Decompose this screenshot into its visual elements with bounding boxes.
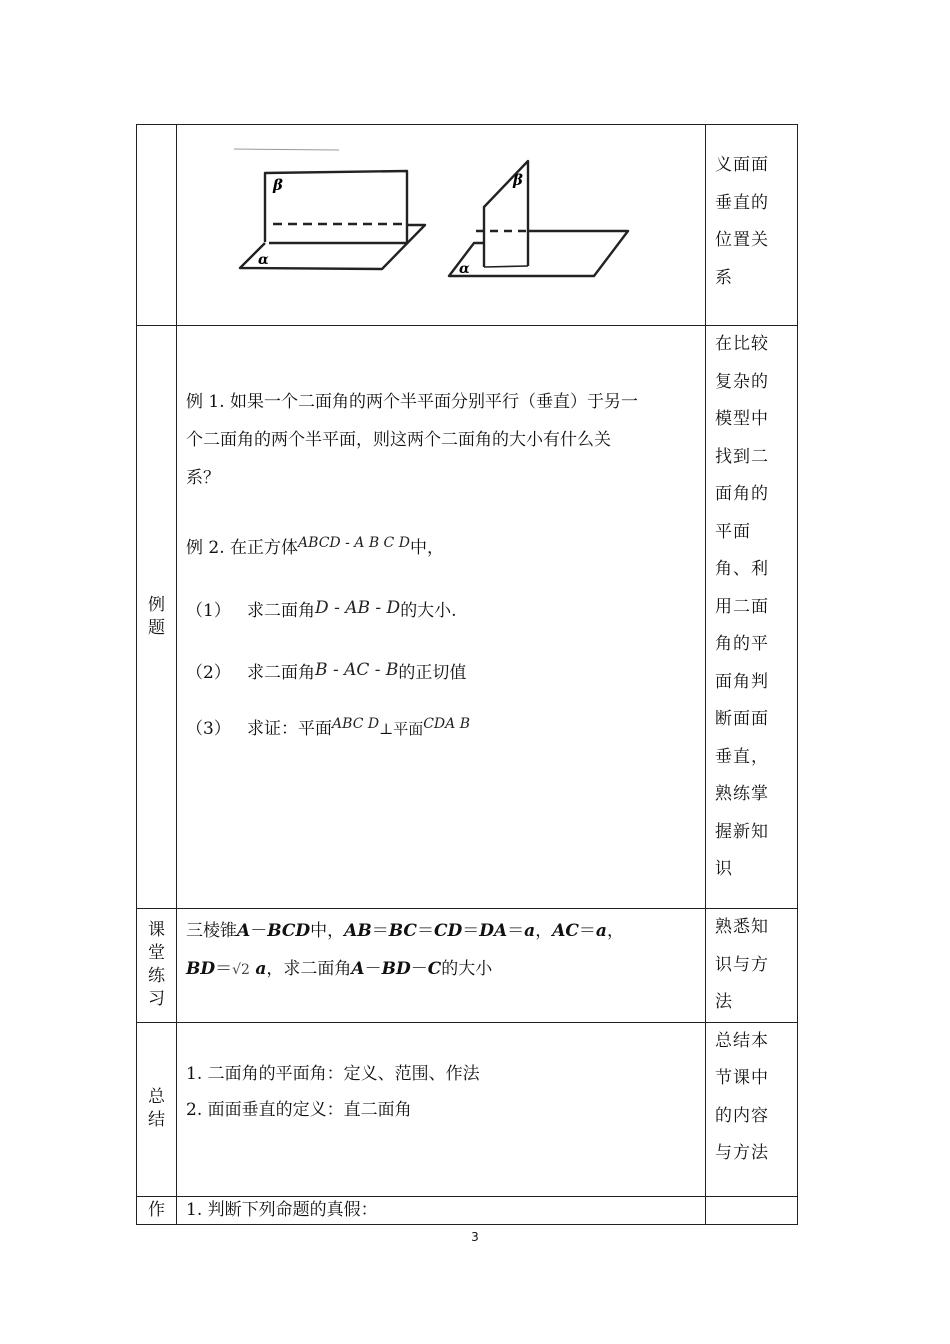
text: 三棱锥 <box>186 921 237 941</box>
math: AC <box>552 921 579 941</box>
note-line: 平面 <box>715 521 751 542</box>
category-char: 例 <box>148 595 165 615</box>
text: － <box>410 959 428 979</box>
note-line: 义面面 <box>715 155 769 175</box>
dihedral-angle: D - AB - D <box>315 598 401 618</box>
note-line: 握新知 <box>715 821 769 842</box>
text: － <box>364 959 382 979</box>
homework-line: 1. 判断下列命题的真假： <box>177 1196 706 1224</box>
summary-line: 1. 二面角的平面角：定义、范围、作法 <box>186 1063 480 1084</box>
note-line: 面角判 <box>715 671 769 692</box>
practice-row <box>137 909 798 1023</box>
text: ，求二面角 <box>266 959 352 979</box>
perpendicular-planes-figure <box>177 125 697 325</box>
example-2-item-2 <box>186 655 701 691</box>
text: 的大小 <box>441 959 493 979</box>
note-line: 角、利 <box>715 559 769 579</box>
plane-name: ABC D <box>332 716 380 732</box>
math: A <box>237 921 251 941</box>
item-number: （1） <box>186 601 231 621</box>
practice-line-1 <box>186 912 701 950</box>
text: 的正切值 <box>398 663 467 683</box>
text: ， <box>535 921 553 941</box>
summary-content <box>177 1022 706 1196</box>
figure-row <box>137 125 798 326</box>
note-line: 系 <box>715 267 733 288</box>
note-line: 识与方 <box>715 954 769 975</box>
sqrt-two: √2 <box>232 962 250 978</box>
homework-category: 作 <box>137 1196 177 1224</box>
beta-label: β <box>513 171 523 189</box>
text: ＝ <box>416 921 434 941</box>
note-line: 复杂的 <box>715 371 769 392</box>
text: ＝ <box>507 921 525 941</box>
math: BC <box>388 921 417 941</box>
math: a <box>524 921 536 941</box>
math: BD <box>381 959 411 979</box>
example-2-item-3 <box>186 711 701 748</box>
math: C <box>427 959 442 979</box>
note-line: 找到二 <box>715 446 769 467</box>
category-char: 题 <box>148 618 165 638</box>
math: BCD <box>267 921 311 941</box>
note-line: 位置关 <box>715 230 769 250</box>
summary-note <box>706 1022 798 1196</box>
homework-row <box>137 1196 798 1224</box>
category-char: 练 <box>148 966 165 987</box>
note-line: 熟悉知 <box>715 917 769 937</box>
text: ⊥平面 <box>379 720 424 738</box>
note-line: 的内容 <box>715 1105 769 1126</box>
plane-name: CDA B <box>423 716 470 732</box>
homework-note <box>706 1196 798 1224</box>
text: 求二面角 <box>247 601 316 621</box>
category-char: 课 <box>148 920 165 941</box>
category-char: 习 <box>148 989 165 1010</box>
summary-row <box>137 1022 798 1196</box>
practice-line-2 <box>186 950 701 989</box>
practice-category <box>137 909 177 1023</box>
math: DA <box>479 921 508 941</box>
summary-category <box>137 1022 177 1196</box>
text: ＝ <box>578 921 596 941</box>
note-line: 节课中 <box>715 1068 769 1088</box>
text: 中， <box>310 921 345 941</box>
item-number: （2） <box>186 663 231 683</box>
alpha-label: α <box>258 252 269 268</box>
summary-line: 2. 面面垂直的定义：直二面角 <box>186 1099 412 1120</box>
text: ， <box>606 921 624 941</box>
examples-category <box>137 326 177 909</box>
note-line: 识 <box>715 859 733 879</box>
note-line: 面角的 <box>715 484 769 504</box>
note-line: 熟练掌 <box>715 784 769 804</box>
example-1-line: 个二面角的两个半平面，则这两个二面角的大小有什么关 <box>186 430 611 450</box>
page-number: 3 <box>471 1230 479 1244</box>
note-line: 垂直的 <box>715 192 769 213</box>
math: a <box>255 959 267 979</box>
text: 例 2. 在正方体 <box>186 538 299 558</box>
lesson-plan-table <box>136 124 798 1225</box>
category-char: 堂 <box>148 943 165 964</box>
math: CD <box>433 921 463 941</box>
practice-content <box>177 909 706 1023</box>
figure-row-category <box>137 125 177 326</box>
alpha-label: α <box>459 261 470 277</box>
note-line: 断面面 <box>715 709 769 729</box>
note-line: 总结本 <box>715 1030 769 1051</box>
item-number: （3） <box>186 719 231 739</box>
text: 求二面角 <box>247 663 316 683</box>
examples-row <box>137 326 798 909</box>
text: 的大小. <box>400 601 457 621</box>
examples-note <box>706 326 798 909</box>
note-line: 模型中 <box>715 409 769 429</box>
text: － <box>250 921 268 941</box>
text: ＝ <box>371 921 389 941</box>
examples-content <box>177 326 706 909</box>
math: a <box>595 921 607 941</box>
example-1-line: 系？ <box>186 468 220 488</box>
text: 中， <box>409 538 444 558</box>
category-char: 结 <box>148 1110 165 1130</box>
note-line: 用二面 <box>715 596 769 617</box>
beta-label: β <box>273 176 283 194</box>
note-line: 角的平 <box>715 634 769 654</box>
text: ＝ <box>462 921 480 941</box>
math: AB <box>344 921 372 941</box>
note-line: 与方法 <box>715 1143 769 1163</box>
cube-name: ABCD - A B C D <box>298 535 410 551</box>
example-2-item-1 <box>186 593 701 629</box>
note-line: 法 <box>715 992 733 1012</box>
example-2-intro <box>186 530 701 567</box>
text: ＝ <box>215 959 233 979</box>
note-line: 垂直， <box>715 746 769 767</box>
figure-note <box>706 125 798 326</box>
note-line: 在比较 <box>715 334 769 354</box>
math: A <box>351 959 365 979</box>
example-1-line: 例 1. 如果一个二面角的两个半平面分别平行（垂直）于另一 <box>186 392 639 412</box>
text: 求证：平面 <box>247 719 333 739</box>
category-char: 总 <box>148 1087 165 1107</box>
dihedral-angle: B - AC - B <box>315 660 399 680</box>
math: BD <box>186 959 216 979</box>
practice-note <box>706 909 798 1023</box>
figure-cell <box>177 125 706 326</box>
